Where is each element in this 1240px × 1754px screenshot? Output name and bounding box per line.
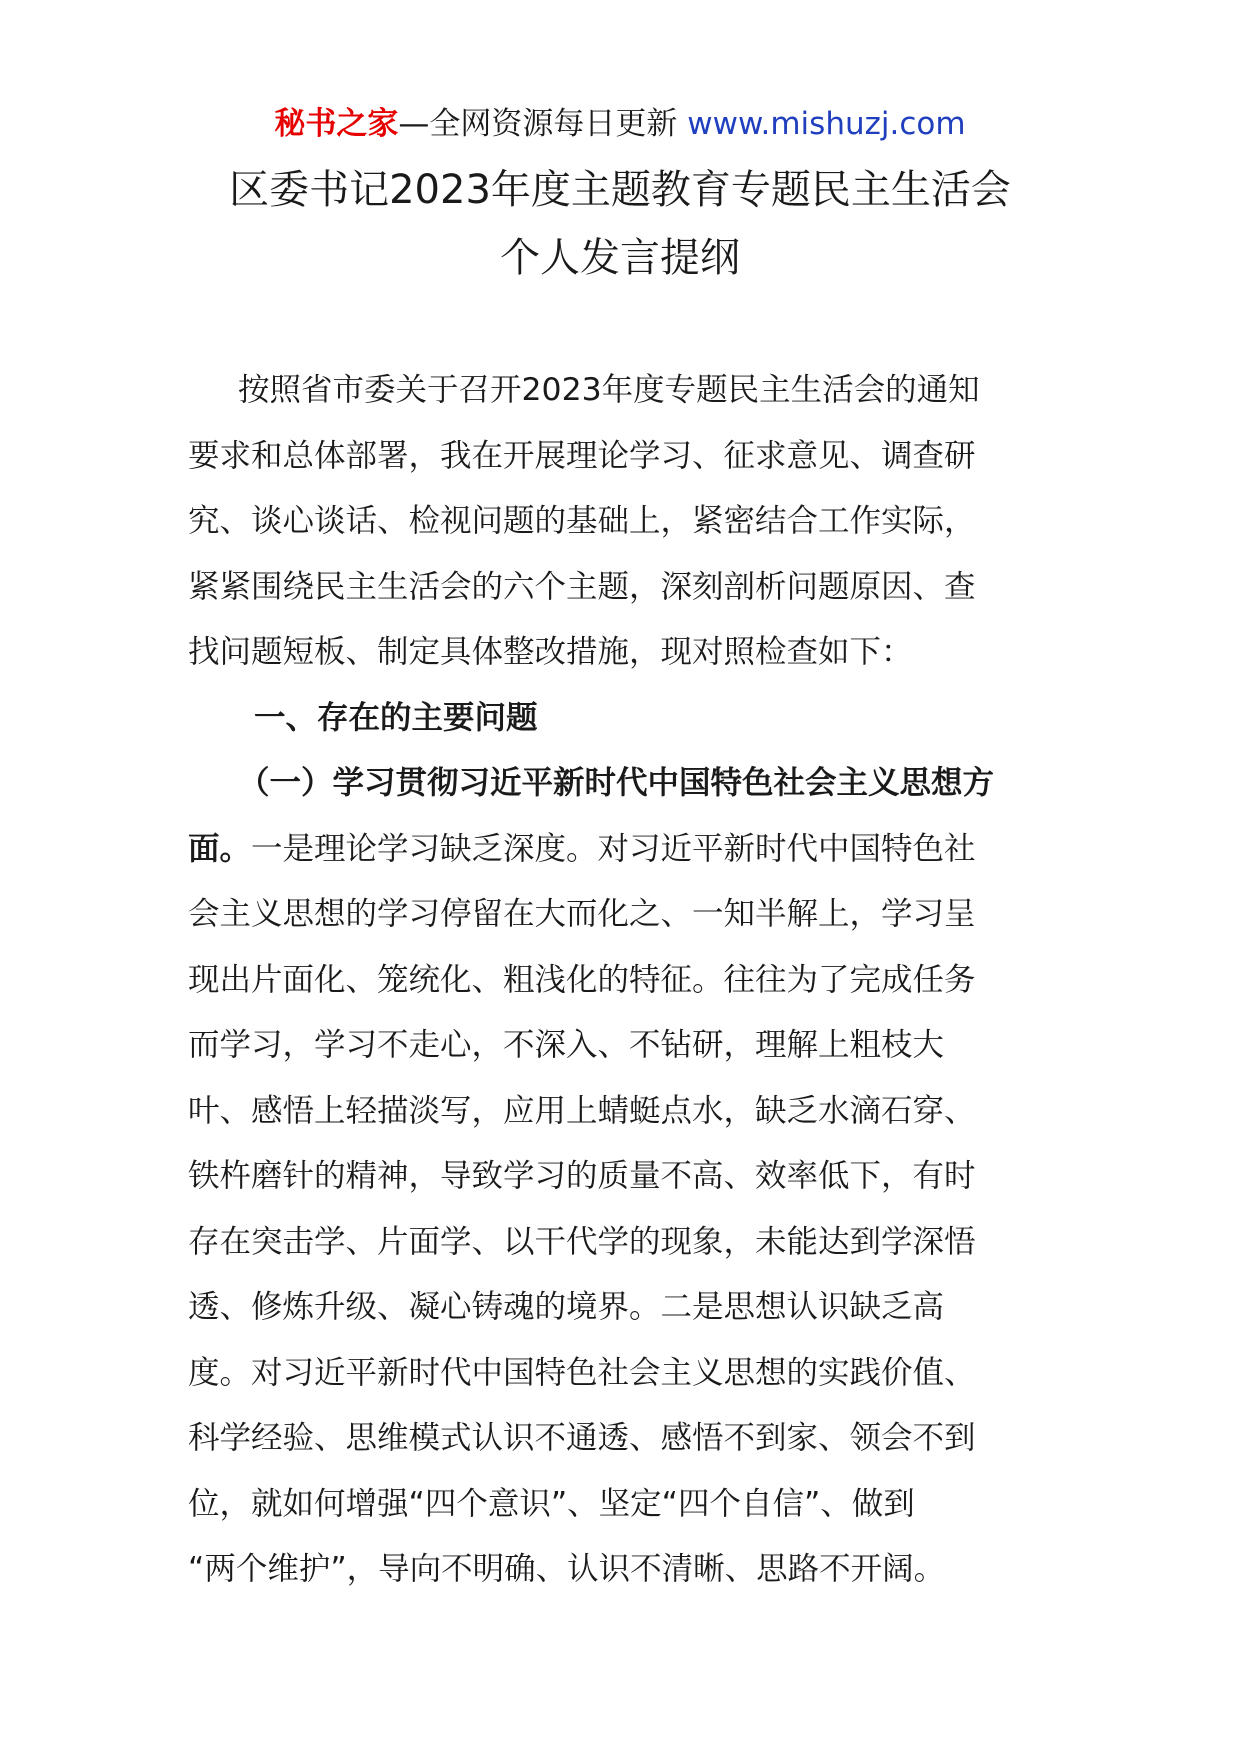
paragraph-line: 现出片面化、笼统化、粗浅化的特征。往往为了完成任务 — [188, 961, 976, 998]
paragraph-line: 找问题短板、制定具体整改措施，现对照检查如下： — [188, 634, 913, 670]
brand-name: 秘书之家 — [274, 106, 399, 142]
paragraph-line: 透、修炼升级、凝心铸魂的境界。二是思想认识缺乏高 — [188, 1289, 945, 1325]
document-title-line-2: 个人发言提纲 — [500, 235, 740, 281]
paragraph-line: 要求和总体部署，我在开展理论学习、征求意见、调查研 — [188, 437, 976, 474]
paragraph-line: 位，就如何增强“四个意识”、坚定“四个自信”、做到 — [188, 1485, 915, 1522]
paragraph-line: 紧紧围绕民主生活会的六个主题，深刻剖析问题原因、查 — [188, 568, 976, 605]
site-url-link[interactable]: www.mishuzj.com — [687, 106, 966, 142]
paragraph-line — [188, 817, 1048, 883]
document-body — [188, 358, 1048, 1603]
subsection-heading: （一）学习贯彻习近平新时代中国特色社会主义思想方 — [238, 765, 995, 801]
header-tagline: —全网资源每日更新 — [398, 106, 688, 142]
paragraph-line: “两个维护”，导向不明确、认识不清晰、思路不开阔。 — [188, 1551, 946, 1587]
paragraph-line: 存在突击学、片面学、以干代学的现象，未能达到学深悟 — [188, 1223, 976, 1260]
paragraph-line: 科学经验、思维模式认识不通透、感悟不到家、领会不到 — [188, 1420, 976, 1456]
subsection-heading-end: 面。 — [188, 830, 252, 867]
site-header — [0, 100, 1240, 148]
paragraph-text: 一是理论学习缺乏深度。对习近平新时代中国特色社 — [251, 830, 976, 867]
document-title-line-1: 区委书记2023年度主题教育专题民主生活会 — [229, 167, 1011, 213]
paragraph-line: 按照省市委关于召开2023年度专题民主生活会的通知 — [238, 372, 980, 408]
paragraph-line: 究、谈心谈话、检视问题的基础上，紧密结合工作实际， — [188, 503, 976, 539]
paragraph-line: 会主义思想的学习停留在大而化之、一知半解上，学习呈 — [188, 896, 976, 932]
section-heading: 一、存在的主要问题 — [254, 699, 538, 736]
paragraph-line: 度。对习近平新时代中国特色社会主义思想的实践价值、 — [188, 1354, 976, 1391]
paragraph-line: 铁杵磨针的精神，导致学习的质量不高、效率低下，有时 — [188, 1158, 976, 1194]
paragraph-line: 而学习，学习不走心，不深入、不钻研，理解上粗枝大 — [188, 1027, 945, 1063]
paragraph-line: 叶、感悟上轻描淡写，应用上蜻蜓点水，缺乏水滴石穿、 — [188, 1092, 976, 1129]
